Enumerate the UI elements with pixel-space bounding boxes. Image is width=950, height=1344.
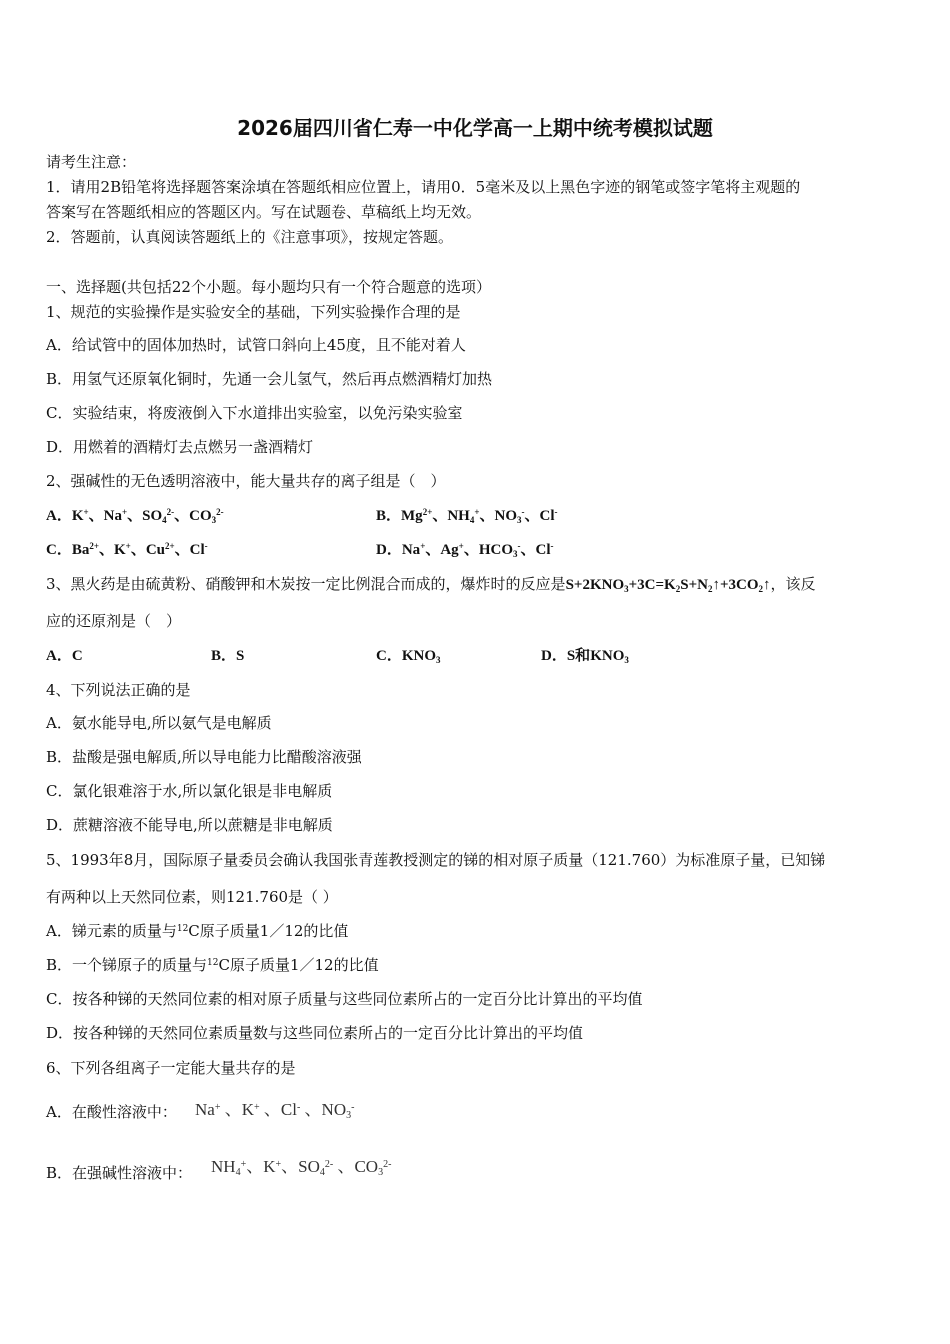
question-4-option-b[interactable]: B．盐酸是强电解质,所以导电能力比醋酸溶液强 — [46, 748, 362, 766]
question-6-b-ions: $NH_4^+$、K+、$SO_4^{2-}$ 、$CO_3^{2-}$ — [211, 1157, 392, 1178]
notice-line-2: 2．答题前，认真阅读答题纸上的《注意事项》，按规定答题。 — [46, 228, 454, 246]
question-1-option-d[interactable]: D．用燃着的酒精灯去点燃另一盏酒精灯 — [46, 438, 314, 456]
question-4-option-c[interactable]: C．氯化银难溶于水,所以氯化银是非电解质 — [46, 782, 333, 800]
question-2-option-b[interactable]: B．$Mg^{2+}$、$NH_4^+$、$NO_3^-$、Cl- — [376, 507, 558, 525]
question-5-option-b[interactable]: B．一个锑原子的质量与$^{12}$C原子质量1／12的比值 — [46, 956, 379, 974]
question-2-stem: 2、强碱性的无色透明溶液中，能大量共存的离子组是（ ） — [46, 472, 446, 490]
notice-line-1b: 答案写在答题纸相应的答题区内。写在试题卷、草稿纸上均无效。 — [46, 203, 482, 221]
question-3-option-c[interactable]: C．$KNO_3$ — [376, 648, 441, 665]
question-4-option-d[interactable]: D．蔗糖溶液不能导电,所以蔗糖是非电解质 — [46, 816, 333, 834]
notice-heading: 请考生注意： — [46, 153, 137, 171]
question-3-stem-cont: 应的还原剂是（ ） — [46, 612, 182, 630]
question-6-option-b[interactable]: B．在强碱性溶液中： — [46, 1164, 193, 1182]
question-5-stem: 5、1993年8月，国际原子量委员会确认我国张青莲教授测定的锑的相对原子质量（121.760）为标准原子量，已知锑 — [46, 851, 826, 869]
question-5-option-c[interactable]: C．按各种锑的天然同位素的相对原子质量与这些同位素所占的一定百分比计算出的平均值 — [46, 990, 643, 1008]
question-4-option-a[interactable]: A．氨水能导电,所以氨气是电解质 — [46, 714, 272, 732]
question-2-option-a[interactable]: A．K+、Na+、$SO_4^{2-}$、$CO_3^{2-}$ — [46, 507, 224, 525]
question-1-option-a[interactable]: A．给试管中的固体加热时，试管口斜向上45度，且不能对着人 — [46, 336, 466, 354]
page-title: 2026届四川省仁寿一中化学高一上期中统考模拟试题 — [237, 116, 713, 140]
question-1-stem: 1、规范的实验操作是实验安全的基础，下列实验操作合理的是 — [46, 303, 461, 321]
question-5-option-d[interactable]: D．按各种锑的天然同位素质量数与这些同位素所占的一定百分比计算出的平均值 — [46, 1024, 584, 1042]
question-3-option-a[interactable]: A．C — [46, 648, 83, 664]
question-1-option-c[interactable]: C．实验结束，将废液倒入下水道排出实验室，以免污染实验室 — [46, 404, 463, 422]
question-6-a-ions: Na+ 、K+ 、Cl- 、$NO_3^-$ — [195, 1100, 355, 1121]
question-2-option-d[interactable]: D．Na+、Ag+、$HCO_3^-$、Cl- — [376, 541, 554, 559]
option-label: C． — [46, 542, 72, 558]
notice-line-1: 1．请用2B铅笔将选择题答案涂填在答题纸相应位置上，请用0．5毫米及以上黑色字迹的钢笔或签字笔将主观题的 — [46, 178, 801, 196]
question-6-stem: 6、下列各组离子一定能大量共存的是 — [46, 1059, 296, 1077]
option-label: B． — [376, 508, 402, 524]
question-5-option-a[interactable]: A．锑元素的质量与$^{12}$C原子质量1／12的比值 — [46, 922, 349, 940]
option-label: A． — [46, 508, 72, 524]
question-4-stem: 4、下列说法正确的是 — [46, 681, 191, 699]
question-1-option-b[interactable]: B．用氢气还原氧化铜时，先通一会儿氢气，然后再点燃酒精灯加热 — [46, 370, 493, 388]
question-5-stem-cont: 有两种以上天然同位素，则121.760是（ ） — [46, 888, 338, 906]
question-3-stem: 3、黑火药是由硫黄粉、硝酸钾和木炭按一定比例混合而成的，爆炸时的反应是$S+2KNO_3+3C=K_2S+N_2↑+3CO_2↑$，该反 — [46, 575, 816, 594]
question-3-option-b[interactable]: B．S — [211, 648, 245, 664]
section-heading: 一、选择题(共包括22个小题。每小题均只有一个符合题意的选项） — [46, 278, 491, 296]
question-2-option-c[interactable]: C．$Ba^{2+}$、K+、$Cu^{2+}$、Cl- — [46, 541, 208, 558]
question-3-option-d[interactable]: D．S和$KNO_3$ — [541, 648, 629, 665]
reaction-equation: $S+2KNO_3+3C=K_2S+N_2↑+3CO_2↑$ — [565, 577, 771, 594]
question-6-option-a[interactable]: A．在酸性溶液中： — [46, 1103, 177, 1121]
option-label: D． — [376, 542, 402, 558]
